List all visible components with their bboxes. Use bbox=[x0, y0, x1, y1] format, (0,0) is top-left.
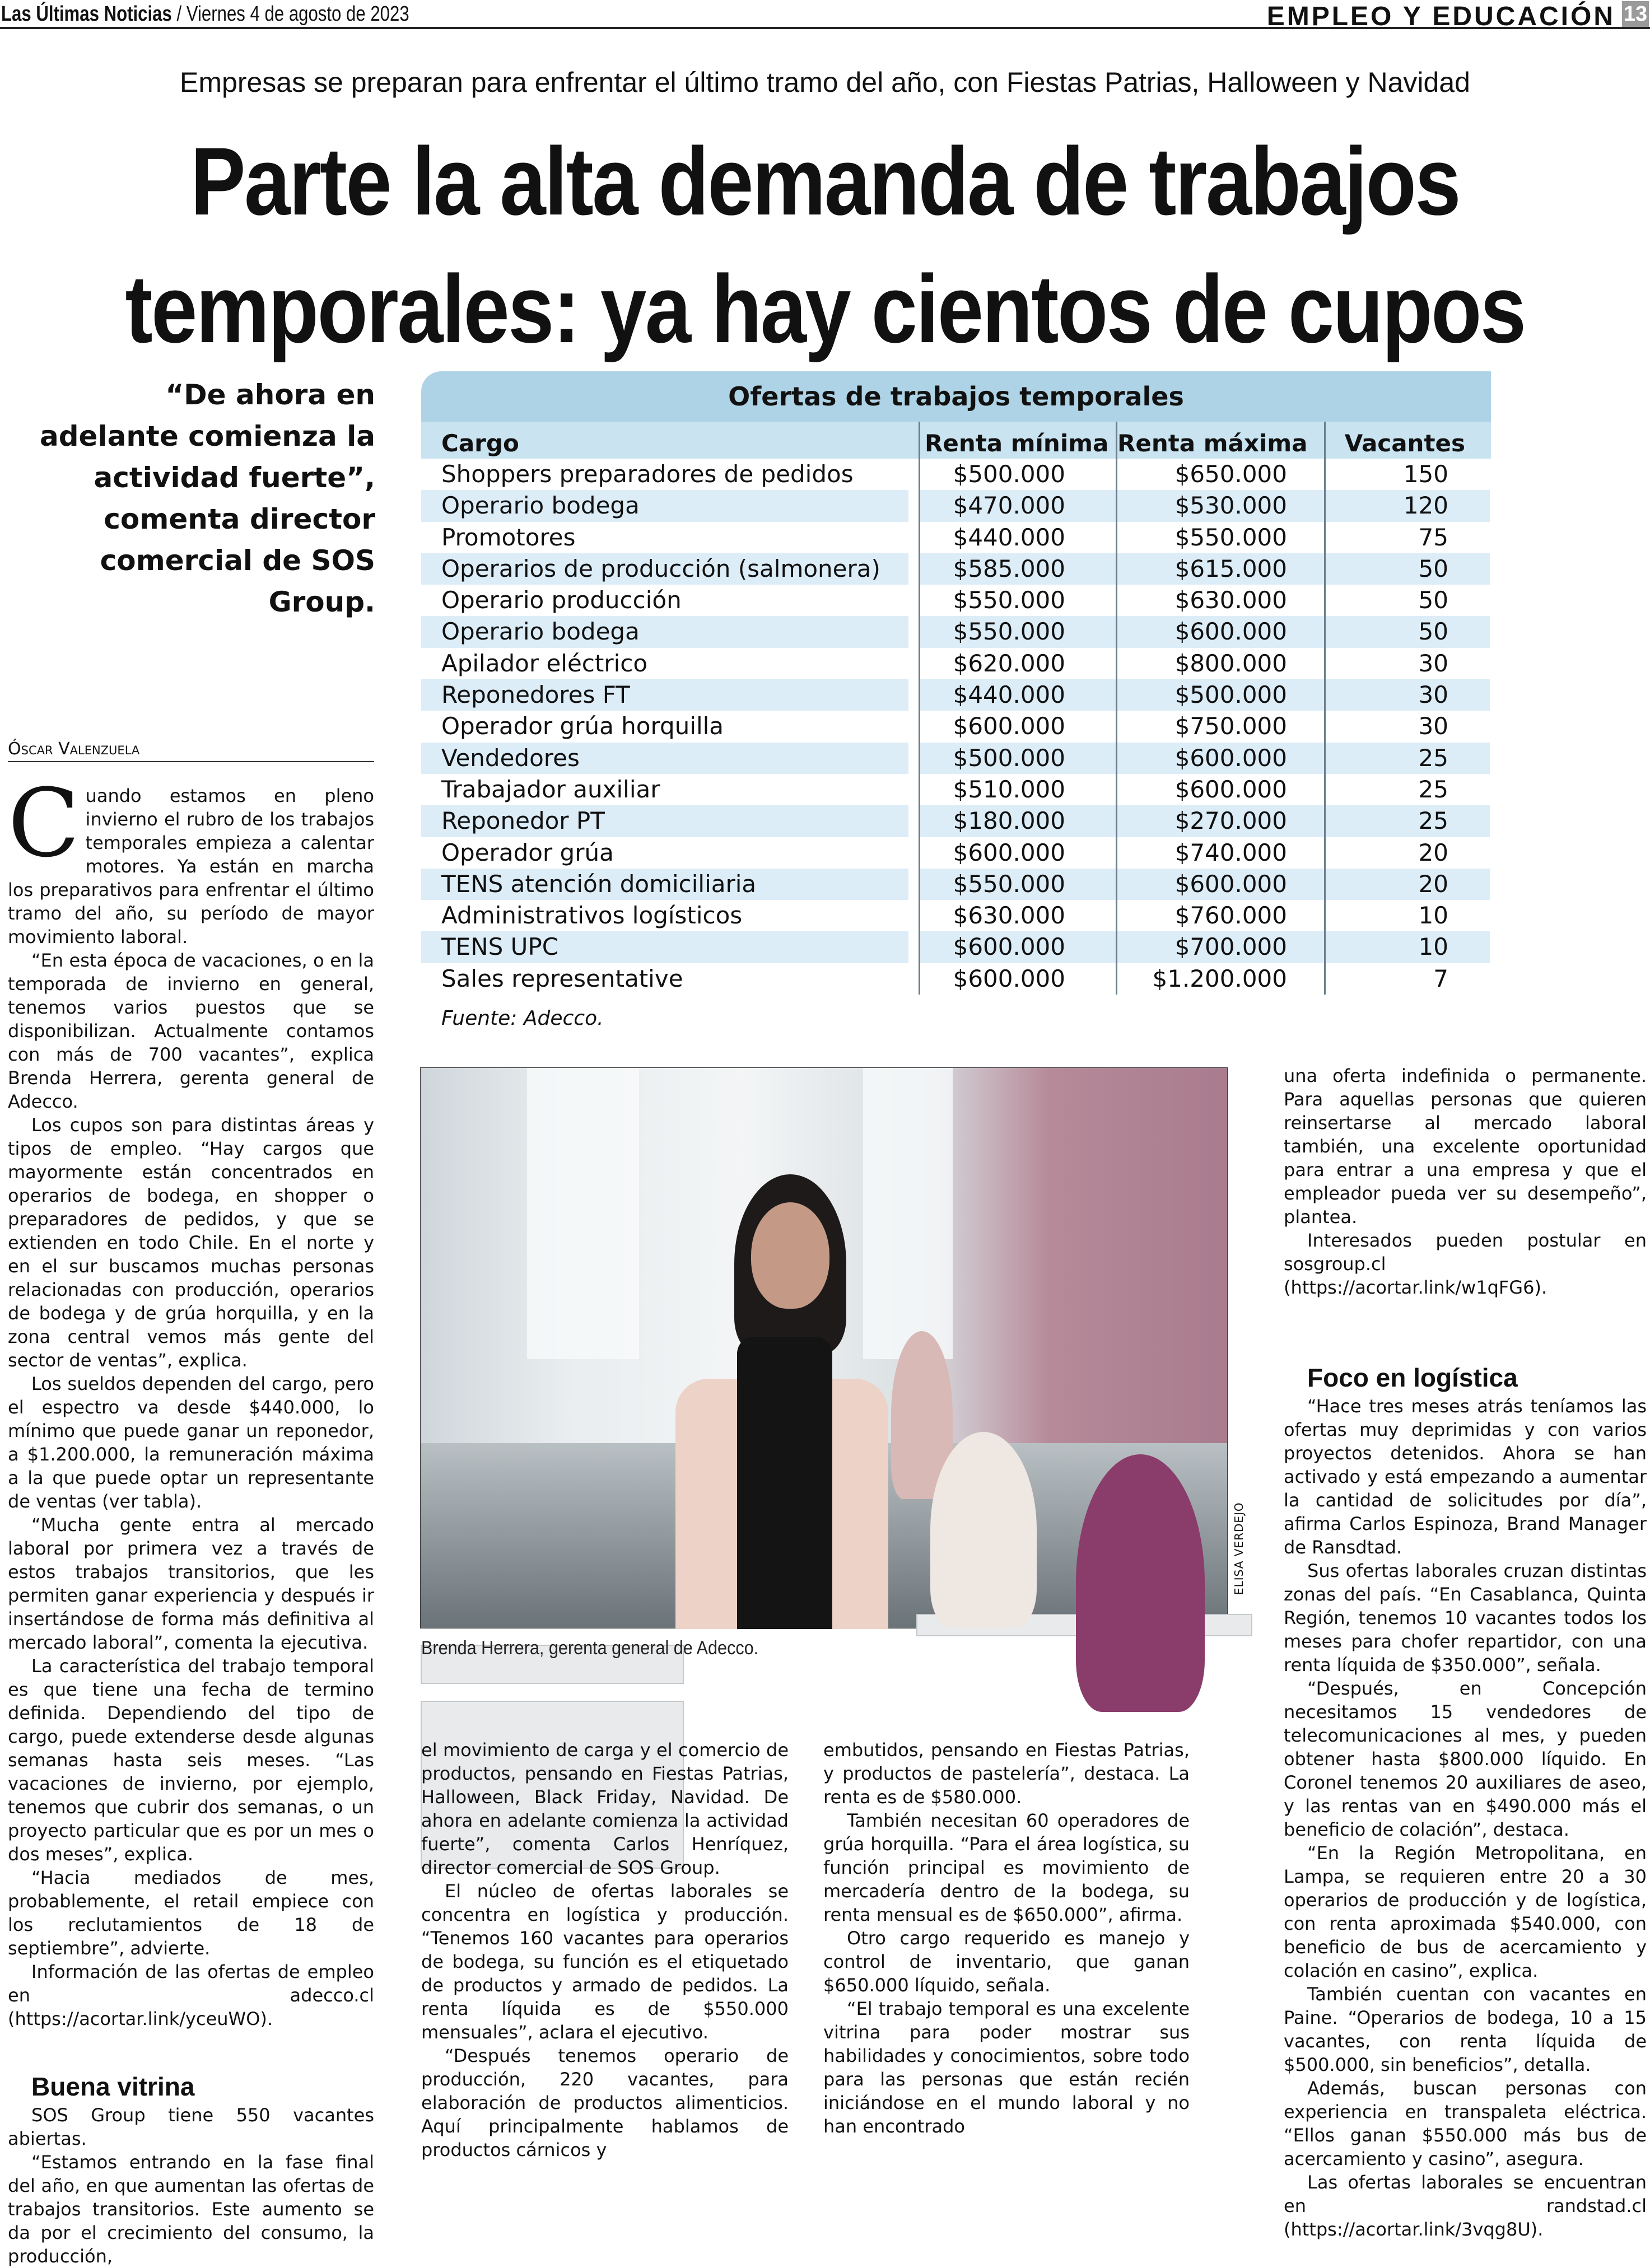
paragraph: SOS Group tiene 550 vacantes abiertas. bbox=[8, 2104, 374, 2149]
cell-cargo: Apilador eléctrico bbox=[421, 648, 908, 679]
cell-max-salary: $600.000 bbox=[1116, 869, 1324, 900]
cell-cargo: Vendedores bbox=[421, 743, 908, 774]
column-1b-paragraphs bbox=[8, 2103, 374, 2268]
column-2-paragraphs bbox=[421, 1738, 789, 2162]
table-row bbox=[421, 711, 1491, 742]
table-title: Ofertas de trabajos temporales bbox=[421, 371, 1491, 422]
paragraph: También necesitan 60 operadores de grúa horquilla. “Para el área logística, su función principal es movimiento de mercadería dentro de la bodega, su renta mensual es de $650.000”, afirma. bbox=[823, 1810, 1190, 1925]
table-header-row bbox=[421, 422, 1491, 459]
cell-max-salary: $600.000 bbox=[1116, 774, 1324, 805]
cell-min-salary: $630.000 bbox=[919, 900, 1116, 931]
table-row bbox=[421, 774, 1491, 805]
column-4b-paragraphs bbox=[1284, 1394, 1647, 2241]
pull-quote: “De ahora en adelante comienza la actividad fuerte”, comenta director comercial de SOS Group. bbox=[40, 379, 375, 618]
cell-vacancies: 25 bbox=[1324, 774, 1490, 805]
column-header-max-salary: Renta máxima bbox=[1116, 422, 1324, 459]
cell-max-salary: $750.000 bbox=[1116, 711, 1324, 742]
cell-vacancies: 120 bbox=[1324, 490, 1490, 521]
photo-caption: Brenda Herrera, gerenta general de Adecco. bbox=[421, 1637, 759, 1659]
photo-window bbox=[527, 1068, 639, 1359]
cell-cargo: Administrativos logísticos bbox=[421, 900, 908, 931]
table-row bbox=[421, 616, 1491, 647]
paragraph: Las ofertas laborales se encuentran en randstad.cl (https://acortar.link/3vqg8U). bbox=[1284, 2172, 1647, 2240]
cell-min-salary: $500.000 bbox=[919, 459, 1116, 490]
cell-vacancies: 75 bbox=[1324, 522, 1490, 553]
column-header-min-salary: Renta mínima bbox=[919, 422, 1116, 459]
cell-vacancies: 30 bbox=[1324, 711, 1490, 742]
cell-vacancies: 150 bbox=[1324, 459, 1490, 490]
column-3-paragraphs bbox=[823, 1738, 1190, 2138]
article-column-1 bbox=[8, 768, 374, 2268]
subhead-buena-vitrina: Buena vitrina bbox=[31, 2072, 195, 2101]
cell-min-salary: $180.000 bbox=[919, 805, 1116, 837]
paragraph: Otro cargo requerido es manejo y control de inventario, que ganan $650.000 líquido, señala. bbox=[823, 1928, 1190, 1996]
paragraph: Interesados pueden postular en sosgroup.cl (https://acortar.link/w1qFG6). bbox=[1284, 1230, 1647, 1298]
cell-min-salary: $550.000 bbox=[919, 585, 1116, 616]
table-row bbox=[421, 585, 1491, 616]
cell-min-salary: $550.000 bbox=[919, 869, 1116, 900]
cell-max-salary: $760.000 bbox=[1116, 900, 1324, 931]
cell-vacancies: 50 bbox=[1324, 585, 1490, 616]
cell-min-salary: $440.000 bbox=[919, 522, 1116, 553]
cell-min-salary: $510.000 bbox=[919, 774, 1116, 805]
paragraph: “Mucha gente entra al mercado laboral por primera vez a través de estos trabajos transitorios, que les permiten ganar experiencia y después ir insertándose de forma más definitiva al mercado laboral”, comenta la ejecutiva. bbox=[8, 1514, 374, 1653]
masthead-separator: / bbox=[171, 2, 187, 26]
cell-cargo: Sales representative bbox=[421, 963, 908, 995]
table-row bbox=[421, 490, 1491, 521]
table-row bbox=[421, 743, 1491, 774]
table-row bbox=[421, 931, 1491, 963]
table-row bbox=[421, 869, 1491, 900]
cell-min-salary: $600.000 bbox=[919, 837, 1116, 869]
photo-window bbox=[863, 1068, 953, 1359]
cell-vacancies: 10 bbox=[1324, 931, 1490, 963]
cell-cargo: Reponedor PT bbox=[421, 805, 908, 837]
drop-cap: C bbox=[8, 768, 80, 878]
cell-vacancies: 7 bbox=[1324, 963, 1490, 995]
page-number-badge: 13 bbox=[1622, 1, 1649, 27]
paragraph: “Hacia mediados de mes, probablemente, el retail empiece con los reclutamientos de 18 de septiembre”, advierte. bbox=[8, 1867, 374, 1959]
column-1-paragraphs bbox=[8, 768, 374, 2031]
photo-coworker bbox=[1076, 1454, 1205, 1712]
article-column-4 bbox=[1284, 1064, 1647, 2241]
newspaper-name: Las Últimas Noticias bbox=[1, 2, 172, 26]
table-body bbox=[421, 459, 1491, 995]
cell-min-salary: $500.000 bbox=[919, 743, 1116, 774]
paragraph: Sus ofertas laborales cruzan distintas zonas del país. “En Casablanca, Quinta Región, tenemos 10 vacantes todos los meses para chofer repartidor, con una renta líquida de $350.000”, señala. bbox=[1284, 1560, 1647, 1676]
cell-min-salary: $440.000 bbox=[919, 679, 1116, 711]
paragraph: Los sueldos dependen del cargo, pero el espectro va desde $440.000, lo mínimo que puede ganar un reponedor, a $1.200.000, la remuneración máxima a la que puede optar un representante de ventas (ver tabla). bbox=[8, 1373, 374, 1512]
column-header-vacancies: Vacantes bbox=[1324, 422, 1490, 459]
masthead bbox=[0, 0, 1650, 29]
cell-vacancies: 10 bbox=[1324, 900, 1490, 931]
paragraph: El núcleo de ofertas laborales se concentra en logística y producción. “Tenemos 160 vacantes para operarios de bodega, su función es el etiquetado de productos y armado de pedidos. La renta líquida es de $550.000 mensuales”, aclara el ejecutivo. bbox=[421, 1880, 789, 2043]
paragraph: “En la Región Metropolitana, en Lampa, se requieren entre 20 a 30 operarios de producción y de logística, con renta aproximada $540.000, con beneficio de bus de acercamiento y colación en casino”, explica. bbox=[1284, 1842, 1647, 1981]
article-column-2 bbox=[421, 1738, 789, 2162]
cell-max-salary: $270.000 bbox=[1116, 805, 1324, 837]
cell-min-salary: $600.000 bbox=[919, 931, 1116, 963]
cell-vacancies: 25 bbox=[1324, 743, 1490, 774]
paragraph: “El trabajo temporal es una excelente vitrina para poder mostrar sus habilidades y conocimientos, sobre todo para las personas que están recién iniciándose en el mundo laboral y no han encontrado bbox=[823, 1998, 1190, 2137]
table-row bbox=[421, 805, 1491, 837]
table-row bbox=[421, 900, 1491, 931]
cell-min-salary: $470.000 bbox=[919, 490, 1116, 521]
cell-vacancies: 50 bbox=[1324, 616, 1490, 647]
cell-cargo: Operador grúa bbox=[421, 837, 908, 869]
cell-cargo: Operario bodega bbox=[421, 490, 908, 521]
cell-max-salary: $1.200.000 bbox=[1116, 963, 1324, 995]
article-column-3 bbox=[823, 1738, 1190, 2138]
cell-min-salary: $600.000 bbox=[919, 711, 1116, 742]
headline-line-1: Parte la alta demanda de trabajos bbox=[190, 128, 1460, 235]
cell-max-salary: $800.000 bbox=[1116, 648, 1324, 679]
masthead-paper-date bbox=[1, 2, 409, 26]
cell-cargo: Operador grúa horquilla bbox=[421, 711, 908, 742]
cell-max-salary: $530.000 bbox=[1116, 490, 1324, 521]
column-header-cargo: Cargo bbox=[441, 430, 519, 457]
article-headline bbox=[115, 118, 1535, 373]
table-row bbox=[421, 522, 1491, 553]
cell-max-salary: $550.000 bbox=[1116, 522, 1324, 553]
cell-cargo: TENS atención domiciliaria bbox=[421, 869, 908, 900]
byline: Óscar Valenzuela bbox=[8, 739, 374, 762]
table-row bbox=[421, 679, 1491, 711]
cell-cargo: Promotores bbox=[421, 522, 908, 553]
paragraph: “En esta época de vacaciones, o en la temporada de invierno en general, tenemos varios puestos que se disponibilizan. Actualmente contamos con más de 700 vacantes”, explica Brenda Herrera, gerenta general de Adecco. bbox=[8, 950, 374, 1112]
cell-max-salary: $500.000 bbox=[1116, 679, 1324, 711]
cell-vacancies: 50 bbox=[1324, 553, 1490, 585]
cell-min-salary: $620.000 bbox=[919, 648, 1116, 679]
subhead-foco-en-logistica: Foco en logística bbox=[1307, 1363, 1518, 1392]
paragraph: Los cupos son para distintas áreas y tipos de empleo. “Hay cargos que mayormente están concentrados en operarios de bodega, en shopper o preparadores de pedidos, y que se extienden en todo Chile. En el norte y en el sur buscamos muchas personas relacionadas con producción, operarios de bodega y de grúa horquilla, y en la zona central vemos más gente del sector de ventas”, explica. bbox=[8, 1114, 374, 1371]
paragraph: el movimiento de carga y el comercio de productos, pensando en Fiestas Patrias, Halloween, Black Friday, Navidad. De ahora en adelante comienza la actividad fuerte”, comenta Carlos Henríquez, director comercial de SOS Group. bbox=[421, 1739, 789, 1878]
photo-subject-top bbox=[737, 1337, 832, 1629]
cell-cargo: Shoppers preparadores de pedidos bbox=[421, 459, 908, 490]
table-row bbox=[421, 459, 1491, 490]
cell-max-salary: $630.000 bbox=[1116, 585, 1324, 616]
cell-max-salary: $700.000 bbox=[1116, 931, 1324, 963]
cell-cargo: Operario producción bbox=[421, 585, 908, 616]
cell-vacancies: 30 bbox=[1324, 648, 1490, 679]
cell-max-salary: $650.000 bbox=[1116, 459, 1324, 490]
cell-cargo: Trabajador auxiliar bbox=[421, 774, 908, 805]
photo-subject-face bbox=[751, 1202, 829, 1309]
paragraph: También cuentan con vacantes en Paine. “Operarios de bodega, 10 a 15 vacantes, con renta líquida de $500.000, sin beneficios”, detalla. bbox=[1284, 1984, 1647, 2075]
cell-cargo: Operarios de producción (salmonera) bbox=[421, 553, 908, 585]
paragraph: una oferta indefinida o permanente. Para aquellas personas que quieren reinsertarse al mercado laboral también, una excelente oportunidad para entrar a una empresa y que el empleador pueda ver su desempeño”, plantea. bbox=[1284, 1065, 1647, 1228]
paragraph: “Después, en Concepción necesitamos 15 vendedores de telecomunicaciones al mes, y pueden obtener hasta $800.000 líquido. En Coronel tenemos 20 auxiliares de aseo, y las rentas van en $490.000 más el beneficio de colación”, destaca. bbox=[1284, 1678, 1647, 1840]
photo-brenda-herrera bbox=[420, 1067, 1228, 1628]
cell-cargo: TENS UPC bbox=[421, 931, 908, 963]
column-4-paragraphs bbox=[1284, 1064, 1647, 1299]
paragraph: “Hace tres meses atrás teníamos las ofertas muy deprimidas y con varios proyectos detenidos. Ahora se han activado y está empezando a aumentar la cantidad de solicitudes por día”, afirma Carlos Espinoza, Brand Manager de Ransdtad. bbox=[1284, 1396, 1647, 1558]
cell-vacancies: 20 bbox=[1324, 837, 1490, 869]
table-source: Fuente: Adecco. bbox=[441, 1007, 604, 1030]
cell-max-salary: $615.000 bbox=[1116, 553, 1324, 585]
cell-vacancies: 25 bbox=[1324, 805, 1490, 837]
photo-credit: ELISA VERDEJO bbox=[1232, 1502, 1246, 1595]
paragraph: La característica del trabajo temporal es que tiene una fecha de termino definida. Dependiendo del tipo de cargo, puede extenderse desde algunas semanas hasta seis meses. “Las vacaciones de invierno, por ejemplo, tenemos que cubrir dos semanas, o un proyecto particular que es por un mes o dos meses”, explica. bbox=[8, 1655, 374, 1865]
table-row bbox=[421, 963, 1491, 995]
paragraph: uando estamos en pleno invierno el rubro de los trabajos temporales empieza a calentar motores. Ya están en marcha los preparativos para enfrentar el último tramo del año, su período de mayor movimiento laboral. bbox=[8, 785, 374, 948]
section-name: EMPLEO Y EDUCACIÓN bbox=[1266, 2, 1615, 31]
publication-date: Viernes 4 de agosto de 2023 bbox=[186, 2, 409, 26]
paragraph: “Después tenemos operario de producción, 220 vacantes, para elaboración de productos alimenticios. Aquí principalmente hablamos de productos cárnicos y bbox=[421, 2045, 789, 2160]
paragraph: embutidos, pensando en Fiestas Patrias, y productos de pastelería”, destaca. La renta es de $580.000. bbox=[823, 1739, 1190, 1808]
cell-vacancies: 30 bbox=[1324, 679, 1490, 711]
cell-vacancies: 20 bbox=[1324, 869, 1490, 900]
photo-coworker bbox=[930, 1432, 1037, 1628]
cell-max-salary: $740.000 bbox=[1116, 837, 1324, 869]
headline-line-2: temporales: ya hay cientos de cupos bbox=[125, 255, 1525, 363]
table-row bbox=[421, 837, 1491, 869]
job-offers-table bbox=[421, 371, 1491, 1030]
cell-cargo: Operario bodega bbox=[421, 616, 908, 647]
cell-max-salary: $600.000 bbox=[1116, 616, 1324, 647]
article-kicker: Empresas se preparan para enfrentar el último tramo del año, con Fiestas Patrias, Halloween y Navidad bbox=[180, 67, 1470, 98]
paragraph: Información de las ofertas de empleo en adecco.cl (https://acortar.link/yceuWO). bbox=[8, 1961, 374, 2029]
cell-min-salary: $600.000 bbox=[919, 963, 1116, 995]
table-row bbox=[421, 553, 1491, 585]
cell-cargo: Reponedores FT bbox=[421, 679, 908, 711]
cell-min-salary: $550.000 bbox=[919, 616, 1116, 647]
table-row bbox=[421, 648, 1491, 679]
cell-min-salary: $585.000 bbox=[919, 553, 1116, 585]
cell-max-salary: $600.000 bbox=[1116, 743, 1324, 774]
paragraph: Además, buscan personas con experiencia en transpaleta eléctrica. “Ellos ganan $550.000 más bus de acercamiento y casino”, asegura. bbox=[1284, 2078, 1647, 2169]
paragraph: “Estamos entrando en la fase final del año, en que aumentan las ofertas de trabajos transitorios. Este aumento se da por el crecimiento del consumo, la producción, bbox=[8, 2152, 374, 2267]
